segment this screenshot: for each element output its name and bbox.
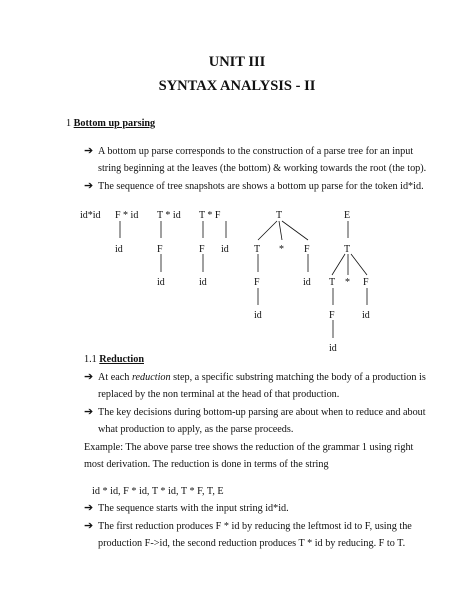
- tree-node: F * id: [115, 210, 139, 221]
- reduction-bullet-1-line-2: replaced by the non terminal at the head of that production.: [98, 389, 340, 400]
- tree-node: F: [199, 244, 205, 255]
- tree-node: id: [303, 277, 311, 288]
- bullet-1-line-2: string beginning at the leaves (the bottom) & working towards the root (the top).: [98, 163, 427, 174]
- section-1-1-heading: [84, 353, 144, 366]
- reduction-bullet-1-emphasis: reduction: [131, 372, 171, 383]
- right-arrow-icon: ➔: [84, 145, 94, 157]
- page-title: UNIT III: [208, 54, 266, 70]
- tree-node: T * F: [199, 210, 221, 221]
- tree-node: E: [344, 210, 351, 221]
- section-1-number: 1: [66, 118, 72, 129]
- page-subtitle: SYNTAX ANALYSIS - II: [158, 78, 316, 94]
- tree-edge: [279, 221, 282, 240]
- right-arrow-icon: ➔: [84, 502, 94, 514]
- section-1-1-number: 1.1: [84, 354, 97, 365]
- right-arrow-icon: ➔: [84, 520, 94, 532]
- reduction-bullet-2-line-2: what production to apply, as the parse proceeds.: [98, 424, 294, 435]
- right-arrow-icon: ➔: [84, 406, 94, 418]
- tree-node: *: [279, 244, 284, 255]
- example-line-2: most derivation. The reduction is done in terms of the string: [84, 459, 329, 470]
- example-line-1: Example: The above parse tree shows the reduction of the grammar 1 using right: [84, 442, 414, 453]
- tree-node: id: [329, 343, 337, 354]
- reduction-bullet-1-post: step, a specific substring matching the body of a production is: [170, 372, 426, 383]
- section-1-title: Bottom up parsing: [73, 118, 156, 129]
- sequence-bullet-2-line-2: production F->id, the second reduction produces T * id by reducing. F to T.: [98, 538, 406, 549]
- tree-node: T: [329, 277, 336, 288]
- tree-node: id: [115, 244, 123, 255]
- tree-node: F: [254, 277, 260, 288]
- right-arrow-icon: ➔: [84, 371, 94, 383]
- reduction-sequence: id * id, F * id, T * id, T * F, T, E: [92, 486, 224, 497]
- sequence-bullet-2-line-1: The first reduction produces F * id by reducing the leftmost id to F, using the: [98, 521, 412, 532]
- bullet-1-line-1: A bottom up parse corresponds to the construction of a parse tree for an input: [98, 146, 414, 157]
- tree-node: id: [157, 277, 165, 288]
- reduction-bullet-2-line-1: The key decisions during bottom-up parsing are about when to reduce and about: [98, 407, 426, 418]
- right-arrow-icon: ➔: [84, 180, 94, 192]
- tree-node: id: [199, 277, 207, 288]
- tree-node: F: [329, 310, 335, 321]
- tree-edge: [258, 221, 277, 240]
- tree-node: T: [276, 210, 283, 221]
- tree-node: id*id: [80, 210, 101, 221]
- tree-node: F: [363, 277, 369, 288]
- tree-node: id: [362, 310, 370, 321]
- tree-node: F: [304, 244, 310, 255]
- tree-node: id: [254, 310, 262, 321]
- tree-node: *: [345, 277, 350, 288]
- tree-node: id: [221, 244, 229, 255]
- tree-edge: [351, 254, 367, 275]
- sequence-bullet-1: The sequence starts with the input string id*id.: [98, 503, 289, 514]
- tree-node: T: [344, 244, 351, 255]
- tree-edge: [282, 221, 308, 240]
- tree-node: T: [254, 244, 261, 255]
- reduction-bullet-1-pre: At each: [98, 372, 132, 383]
- section-1-1-title: Reduction: [99, 354, 144, 365]
- bullet-2-line-1: The sequence of tree snapshots are shows a bottom up parse for the token id*id.: [98, 181, 424, 192]
- reduction-bullet-1-line-1: [98, 371, 426, 384]
- tree-edge: [332, 254, 345, 275]
- tree-node: T * id: [157, 210, 181, 221]
- tree-node: F: [157, 244, 163, 255]
